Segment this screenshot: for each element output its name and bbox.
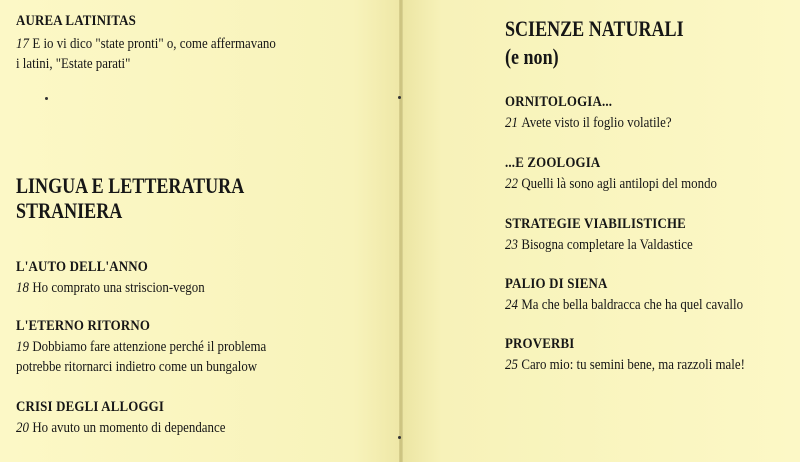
entry-23 <box>505 235 693 255</box>
chapter-title-line: STRANIERA <box>16 198 123 223</box>
entry-line: potrebbe ritornarci indietro come un bungalow <box>16 359 258 375</box>
entry-line: Avete visto il foglio volatile? <box>521 115 672 131</box>
heading-lingua-letteratura <box>16 173 294 223</box>
chapter-subtitle: (e non) <box>505 44 559 69</box>
section-palio-di-siena <box>505 276 782 315</box>
entry-line: Caro mio: tu semini bene, ma razzoli male! <box>521 357 745 373</box>
chapter-title-line: SCIENZE NATURALI <box>505 16 684 41</box>
section-aurea-latinitas <box>16 13 318 74</box>
entry-number: 17 <box>16 36 29 52</box>
entry-25 <box>505 355 745 375</box>
section-title: ORNITOLOGIA... <box>505 94 613 110</box>
chapter-title-line: LINGUA E LETTERATURA <box>16 173 245 198</box>
section-strategie-viabilistiche <box>505 216 723 255</box>
heading-scienze-naturali <box>505 16 723 69</box>
section-title: PROVERBI <box>505 336 575 352</box>
entry-number: 21 <box>505 115 518 131</box>
entry-number: 18 <box>16 280 29 296</box>
section-eterno-ritorno <box>16 318 307 377</box>
entry-line: Ho comprato una striscion-vegon <box>32 280 205 296</box>
entry-number: 20 <box>16 420 29 436</box>
section-proverbi <box>505 336 784 375</box>
section-ornitologia <box>505 94 699 133</box>
entry-19 <box>16 337 266 377</box>
binding-mark <box>398 96 401 99</box>
entry-20 <box>16 418 225 438</box>
entry-24 <box>505 295 743 315</box>
section-title: PALIO DI SIENA <box>505 276 608 292</box>
entry-line: Dobbiamo fare attenzione perché il problema <box>32 339 267 355</box>
book-gutter <box>399 0 403 462</box>
entry-number: 22 <box>505 176 518 192</box>
section-auto-dell-anno <box>16 259 235 298</box>
section-zoologia <box>505 155 751 194</box>
section-title: L'ETERNO RITORNO <box>16 318 151 334</box>
section-title: CRISI DEGLI ALLOGGI <box>16 399 165 415</box>
entry-17 <box>16 34 276 74</box>
section-title: ...E ZOOLOGIA <box>505 155 601 171</box>
entry-line: Bisogna completare la Valdastice <box>521 237 693 253</box>
entry-18 <box>16 278 205 298</box>
entry-line: Ho avuto un momento di dependance <box>32 420 226 436</box>
entry-line: i latini, "Estate parati" <box>16 56 131 72</box>
entry-21 <box>505 113 672 133</box>
section-crisi-alloggi <box>16 399 260 438</box>
entry-line: Ma che bella baldracca che ha quel cavallo <box>521 297 744 313</box>
section-title: L'AUTO DELL'ANNO <box>16 259 148 275</box>
entry-line: Quelli là sono agli antilopi del mondo <box>521 176 717 192</box>
entry-number: 23 <box>505 237 518 253</box>
entry-number: 19 <box>16 339 29 355</box>
section-title: AUREA LATINITAS <box>16 13 137 29</box>
binding-mark <box>398 436 401 439</box>
entry-line: E io vi dico "state pronti" o, come affermavano <box>32 36 276 52</box>
print-speck <box>45 97 48 100</box>
entry-number: 24 <box>505 297 518 313</box>
section-title: STRATEGIE VIABILISTICHE <box>505 216 686 232</box>
entry-number: 25 <box>505 357 518 373</box>
entry-22 <box>505 174 717 194</box>
